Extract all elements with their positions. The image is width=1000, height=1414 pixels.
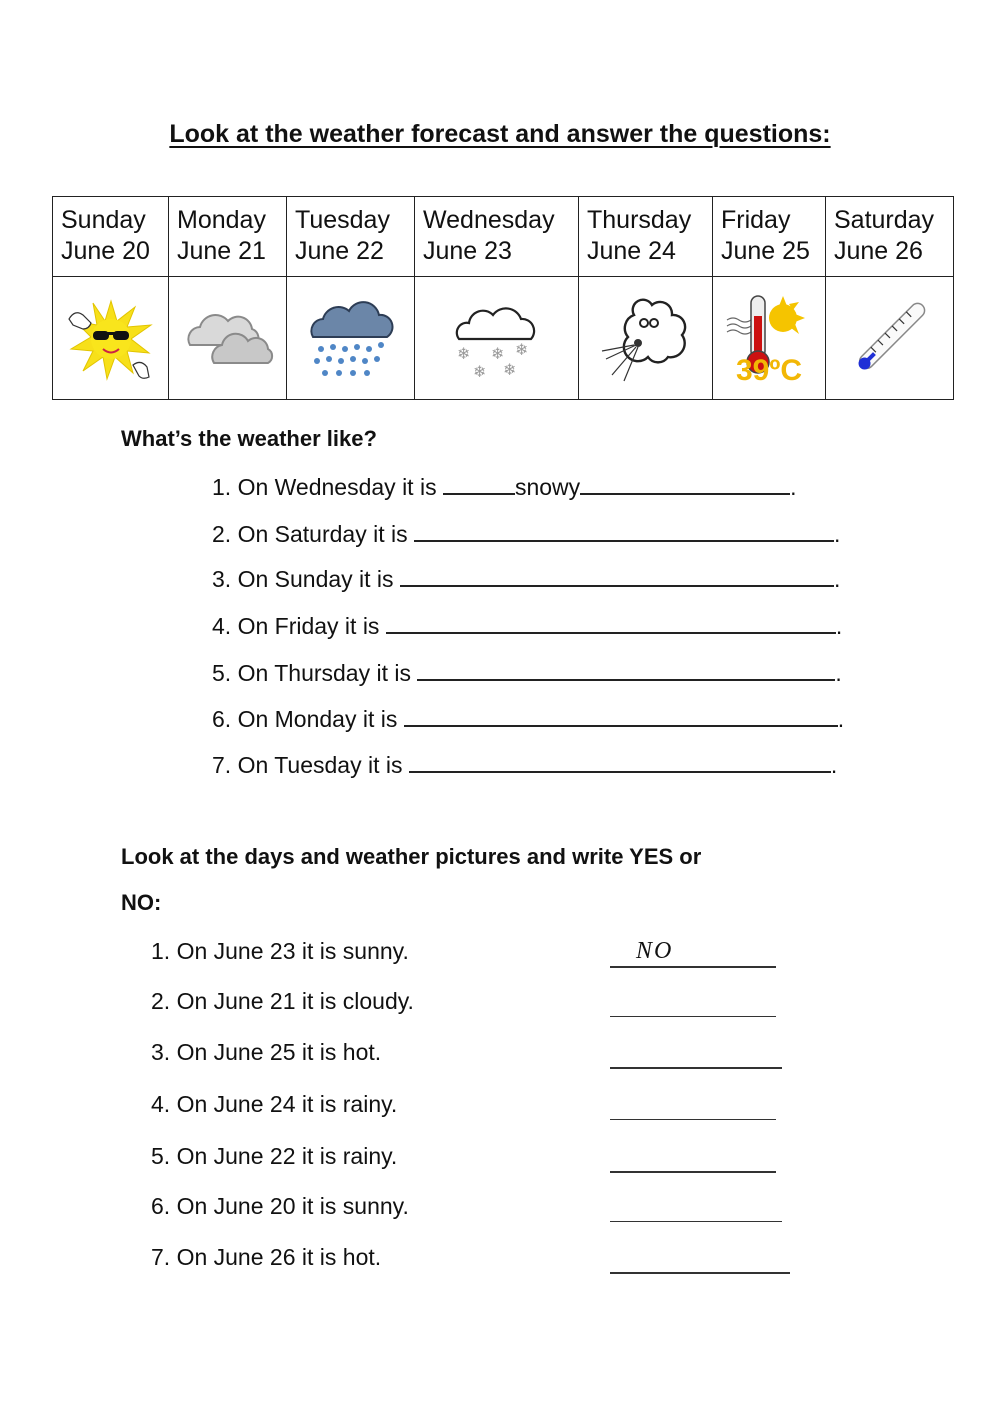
end-punctuation: . <box>833 521 841 547</box>
day-name: Thursday <box>587 206 692 234</box>
end-punctuation: . <box>830 752 838 778</box>
forecast-header-cell <box>169 197 287 277</box>
question-text: 4. On Friday it is <box>212 613 386 639</box>
day-name: Tuesday <box>295 206 390 234</box>
question-text: 2. On Saturday it is <box>212 521 414 547</box>
forecast-image-cell <box>287 277 415 400</box>
yes-no-question: 2. On June 21 it is cloudy. <box>151 988 414 1014</box>
day-name: Wednesday <box>423 206 555 234</box>
forecast-image-cell <box>713 277 826 400</box>
weather-question <box>212 705 844 733</box>
weather-question <box>212 520 840 548</box>
forecast-image-cell <box>826 277 954 400</box>
forecast-header-cell <box>287 197 415 277</box>
answer-field[interactable] <box>610 1091 776 1120</box>
end-punctuation: . <box>833 566 841 592</box>
worksheet-title: Look at the weather forecast and answer the questions: <box>169 120 831 148</box>
weather-question <box>212 473 797 501</box>
day-date: June 22 <box>295 237 384 265</box>
sunny-icon <box>63 293 159 383</box>
answer-blank-suffix <box>580 473 790 495</box>
answer-field[interactable] <box>386 612 836 634</box>
question-text: 5. On Thursday it is <box>212 660 418 686</box>
end-punctuation: . <box>835 660 842 686</box>
yes-no-question: 1. On June 23 it is sunny. <box>151 938 409 964</box>
end-punctuation: . <box>790 474 797 500</box>
answer-field[interactable] <box>610 1039 782 1069</box>
yes-no-question: 5. On June 22 it is rainy. <box>151 1143 398 1169</box>
svg-text:❄: ❄ <box>514 340 528 359</box>
weather-question <box>212 659 842 687</box>
answer-field[interactable] <box>404 705 838 727</box>
weather-question <box>212 751 837 779</box>
answer-field[interactable] <box>414 520 834 542</box>
answer-field[interactable] <box>610 1193 782 1222</box>
day-name: Saturday <box>834 206 935 234</box>
answer-field[interactable] <box>610 1143 776 1173</box>
question-text: 7. On Tuesday it is <box>212 752 409 778</box>
day-name: Friday <box>721 206 791 234</box>
day-date: June 26 <box>834 237 923 265</box>
day-date: June 21 <box>177 237 266 265</box>
yes-no-question: 3. On June 25 it is hot. <box>151 1039 382 1065</box>
svg-text:❄: ❄ <box>456 344 470 363</box>
forecast-image-cell <box>579 277 713 400</box>
question-text: 3. On Sunday it is <box>212 566 400 592</box>
cold-thermometer-icon <box>840 293 940 383</box>
day-name: Monday <box>177 206 266 234</box>
answer-field[interactable] <box>610 1244 790 1274</box>
yes-no-question: 6. On June 20 it is sunny. <box>151 1193 409 1219</box>
end-punctuation: . <box>837 706 845 732</box>
answer-field[interactable] <box>417 659 835 681</box>
end-punctuation: . <box>835 613 843 639</box>
day-date: June 20 <box>61 237 150 265</box>
forecast-header-cell <box>53 197 169 277</box>
snowy-icon <box>449 293 545 383</box>
question-text: 1. On Wednesday it is <box>212 474 443 500</box>
handwritten-answer: NO <box>636 938 674 964</box>
hot-thermometer-icon <box>721 290 817 386</box>
forecast-header-cell <box>713 197 826 277</box>
temperature-label: 39ºC <box>736 354 802 386</box>
yes-no-question: 4. On June 24 it is rainy. <box>151 1091 398 1117</box>
forecast-table <box>52 196 954 400</box>
svg-text:❄: ❄ <box>490 344 504 363</box>
section1-heading: What’s the weather like? <box>121 426 377 451</box>
weather-question <box>212 565 840 593</box>
forecast-image-cell <box>415 277 579 400</box>
question-text: 6. On Monday it is <box>212 706 404 732</box>
forecast-image-cell <box>169 277 287 400</box>
day-date: June 24 <box>587 237 676 265</box>
day-date: June 23 <box>423 237 512 265</box>
svg-text:❄: ❄ <box>472 362 486 381</box>
section2-heading-continued: NO: <box>121 890 162 915</box>
weather-question <box>212 612 842 640</box>
forecast-image-cell <box>53 277 169 400</box>
answer-field[interactable]: snowy <box>514 474 581 500</box>
windy-icon <box>598 293 694 383</box>
yes-no-question: 7. On June 26 it is hot. <box>151 1244 382 1270</box>
day-date: June 25 <box>721 237 810 265</box>
section2-heading: Look at the days and weather pictures and write YES or <box>121 844 702 869</box>
answer-field[interactable] <box>610 938 776 968</box>
svg-text:❄: ❄ <box>502 360 516 379</box>
rainy-icon <box>303 293 399 383</box>
answer-field[interactable] <box>409 751 831 773</box>
answer-blank-prefix <box>443 473 515 495</box>
cloudy-icon <box>180 303 276 373</box>
answer-field[interactable] <box>400 565 834 587</box>
day-name: Sunday <box>61 206 146 234</box>
answer-field[interactable] <box>610 988 776 1017</box>
forecast-header-cell <box>415 197 579 277</box>
forecast-header-cell <box>579 197 713 277</box>
forecast-header-cell <box>826 197 954 277</box>
